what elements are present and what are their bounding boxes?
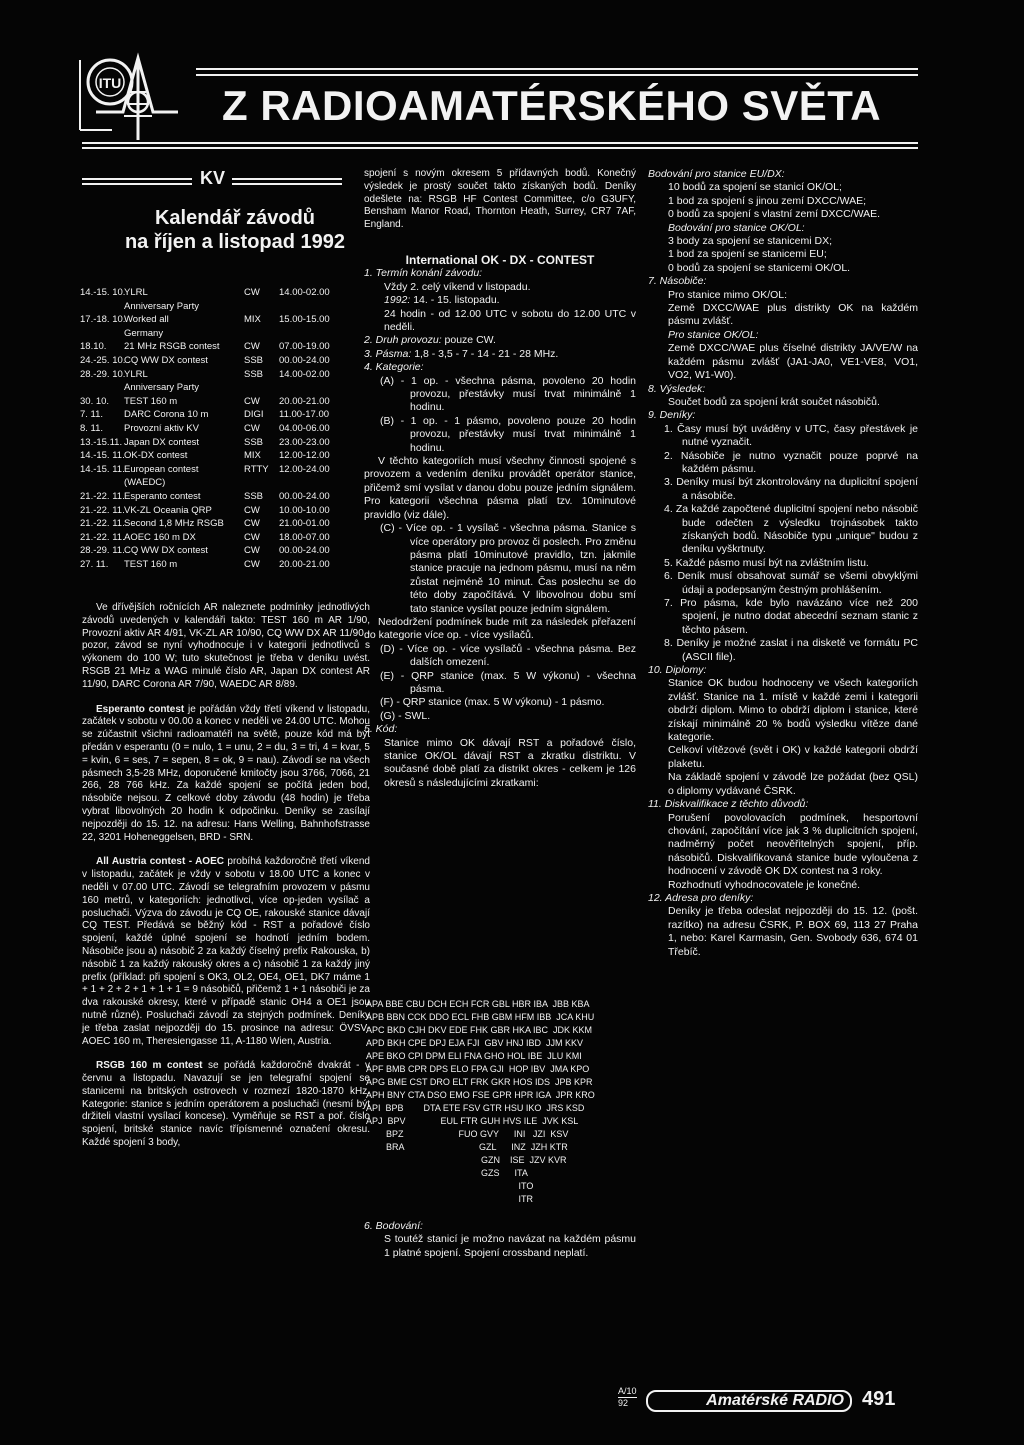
- rsgb-heading: RSGB 160 m contest: [96, 1060, 203, 1072]
- okdx-s11-heading: 11. Diskvalifikace z těchto důvodů:: [648, 798, 809, 811]
- calendar-contest-name: YLRL: [124, 368, 148, 380]
- calendar-contest-name: Worked all: [124, 314, 169, 326]
- kv-rule-left: [82, 178, 192, 180]
- okdx-s7-a-title: Pro stanice mimo OK/OL:: [668, 288, 788, 301]
- aoec-contest: [82, 856, 370, 1048]
- prefix-row: BRA GZL INZ JZH KTR: [366, 1142, 568, 1152]
- okdx-s8-heading: 8. Výsledek:: [648, 382, 706, 395]
- prefix-row: APB BBN CCK DDO ECL FHB GBM HFM IBB JCA KHU: [366, 1012, 595, 1022]
- calendar-time: 04.00-06.00: [279, 423, 330, 434]
- calendar-mode: CW: [244, 559, 260, 570]
- prefix-row: GZN ISE JZV KVR: [366, 1155, 567, 1165]
- calendar-row: [80, 531, 370, 544]
- okdx-s2-heading: 2. Druh provozu:: [364, 334, 442, 347]
- okdx-s9-item-2: 2. Násobiče je nutno vyznačit pouze poprvé na každém pásmu.: [664, 449, 918, 475]
- calendar-mode: MIX: [244, 314, 261, 326]
- prefix-row: APA BBE CBU DCH ECH FCR GBL HBR IBA JBB KBA: [366, 999, 590, 1009]
- calendar-date: 30. 10.: [80, 395, 110, 407]
- calendar-date: 28.-29. 10.: [80, 368, 126, 380]
- rsgb-text: se pořádá každoročně dvakrát - v červnu a listopadu. Navazují se jen telegrafní spojení se stanicemi na britských ostrovech v rozmezí 1820-1870 kHz. Kategorie: stanice s jedním operátorem a posluchači (nesmí být držiteli vlastní vysílací koncese). Vyměňuje se RST a poř. číslo spojení, britské stanice navíc třípísmenné označení okresu. Každé spojení 3 body,: [82, 1060, 370, 1149]
- calendar-contest-name: Anniversary Party: [124, 382, 199, 394]
- header-rule-bottom: [82, 142, 918, 144]
- calendar-time: 00.00-24.00: [279, 355, 330, 366]
- itu-logo: [78, 52, 198, 142]
- calendar-contest-name: TEST 160 m: [124, 559, 178, 570]
- calendar-time: 12.00-12.00: [279, 450, 330, 462]
- okdx-s7-a-text: Země DXCC/WAE plus distrikty OK na každém pásmu zvlášť.: [668, 302, 918, 328]
- prefix-row: API BPB DTA ETE FSV GTR HSU IKO JRS KSD: [366, 1103, 585, 1113]
- calendar-row: [80, 463, 370, 476]
- okdx-s5-text: Stanice mimo OK dávají RST a pořadové číslo, stanice OK/OL dávají RST a zkratku distriktu. V současné době platí za distrikt okres - celkem je 126 okresů s následujícími zkratkami:: [384, 736, 636, 789]
- okdx-cat-text: V těchto kategoriích musí všechny činnosti spojené s provozem a vedením deníku provádět operátor stanice, přičemž smí vysílat v danou dobu pouze jedním signálem. Pro kategorii všechna pásma platí tzv. 10minutové pravidlo (viz dále).: [364, 455, 636, 521]
- calendar-date: 21.-22. 11.: [80, 491, 125, 502]
- calendar-mode: SSB: [244, 355, 264, 366]
- magazine-logo: Amatérské RADIO: [646, 1390, 852, 1412]
- okdx-s2: [364, 334, 636, 347]
- aoec-text: probíhá každoročně třetí víkend v listopadu, začátek je vždy v sobotu v 18.00 UTC a konec v neděli v 07.00 UTC. Závodí se telegrafním provozem v pásmu 160 metrů, v kategoriích: jednotlivci, více op-jeden vysílač a posluchači. Výzva do závodu je CQ OE, rakouské stanice dávají CQ TEST. Předává se běžný kód - RST a pořadové číslo spojení, každé úplné spojení se hodnotí jedním bodem. Násobiče jsou a) násobič 2 za každý číselný prefix Rakouska, b) násobič 1 za každý rakouský okres a c) násobič 1 za každý jiný prefix (příklad: při spojení s OK3, OL2, OE4, OE1, DK7 máme 1 + 1 + 2 + 2 + 1 + 1 + 1 = 9 násobičů, přičemž 1 + 1 násobiči je za dva rakouské okresy, které v případě stanic OH4 a OE1 jsou nutně různé). Posluchači závodí za stejných podmínek. Deníky je třeba zaslat nejpozději do 15. prosince na adresu: ÖVSV-AOEC 160 m, Theresiengasse 11, A-1180 Wien, Austria.: [82, 856, 370, 1047]
- okdx-s10-heading: 10. Diplomy:: [648, 664, 707, 677]
- okdx-s1-time: 24 hodin - od 12.00 UTC v sobotu do 12.00 UTC v neděli.: [384, 307, 636, 334]
- esperanto-heading: Esperanto contest: [96, 703, 185, 715]
- okdx-s1-year: [364, 294, 636, 307]
- section-label: KV: [200, 168, 226, 188]
- okdx-s9-item-6: 6. Deník musí obsahovat sumář se všemi obvyklými údaji a podepsaným čestným prohlášením.: [664, 570, 918, 596]
- calendar-title-line-2: na říjen a listopad 1992: [124, 231, 346, 253]
- ok-scoring-title: Bodování pro stanice OK/OL:: [668, 221, 805, 234]
- header-rule-bottom-2: [82, 147, 918, 149]
- calendar-time: 11.00-17.00: [279, 409, 330, 421]
- okdx-s6-text: S toutéž stanicí je možno navázat na každém pásmu 1 platné spojení. Spojení crossband neplatí.: [384, 1233, 636, 1259]
- calendar-row: [80, 436, 370, 449]
- calendar-mode: CW: [244, 545, 260, 557]
- page-title: Z RADIOAMATÉRSKÉHO SVĚTA: [222, 82, 882, 129]
- prefix-row: ITR: [366, 1194, 534, 1204]
- calendar-date: 18.10.: [80, 341, 107, 353]
- okdx-s9-item-4: 4. Za každé započtené duplicitní spojení nebo násobič bude odečten z výsledku trojnásobek takto získaných bodů. Násobiče typu „unique" budou z deníku vyškrtnuty.: [664, 503, 918, 556]
- okdx-cat-b: (B) - 1 op. - 1 pásmo, povoleno pouze 20 hodin provozu, přestávky musí trvat minimálně 1 hodinu.: [380, 414, 636, 454]
- header-rule-mid: [196, 74, 918, 76]
- okdx-s6-heading: 6. Bodování:: [364, 1220, 423, 1232]
- prefix-row: APF BMB CPR DPS ELO FPA GJI HOP IBV JMA KPO: [366, 1064, 590, 1074]
- calendar-mode: CW: [244, 341, 260, 353]
- okdx-s1-text: Vždy 2. celý víkend v listopadu.: [384, 280, 531, 293]
- calendar-mode: CW: [244, 287, 260, 298]
- rsgb-continuation: spojení s novým okresem 5 přídavných bodů. Konečný výsledek je prostý součet takto získaných bodů. Deníky odešlete na: RSGB HF Contest Committee, c/o G3UFY, Bensham Manor Road, Thornton Heath, Surrey, CR7 7AF, England.: [364, 168, 636, 231]
- eu-scoring-1: 10 bodů za spojení se stanicí OK/OL;: [668, 181, 842, 194]
- okdx-contest-title: International OK - DX - CONTEST: [405, 252, 595, 267]
- issue-bottom: 92: [618, 1398, 629, 1408]
- ok-scoring-2: 1 bod za spojení se stanicemi EU;: [668, 248, 827, 261]
- ok-scoring-3: 0 bodů za spojení se stanicemi OK/OL.: [668, 261, 851, 274]
- calendar-note: Ve dřívějších ročnících AR naleznete podmínky jednotlivých závodů uvedených v kalendáři takto: TEST 160 m AR 1/90, Provozní aktiv AR 4/91, VK-ZL AR 10/90, CQ WW DX AR 11/90 - pozor, závod se nyní vyhodnocuje i v kategorii jednotlivců s výkonem do 100 W; tuto skutečnost je třeba v deníku uvést. RSGB 21 MHz a WAG minulé číslo AR, Japan DX contest AR 11/90, DARC Corona AR 7/90, WAEDC AR 8/89.: [82, 602, 370, 690]
- esperanto-text: je pořádán vždy třetí víkend v listopadu, začátek v sobotu v 00.00 a konec v neděli ve 24.00 UTC. Mohou se zúčastnit všichni radioamatéři na světě, pouze kód má být předán v esperantu (0 = nulo, 1 = unu, 2 = du, 3 = tri, 4 = kvar, 5 = kvin, 6 = ses, 7 = sepen, 8 = ok, 9 = nau). Závodí se na všech pásmech 3,5-28 MHz, doporučené kmitočty jsou 3766, 7066, 21 266, 28 766 kHz. Za každé spojení se počítá jeden bod, násobiče nejsou. Z celkové doby závodu (48 hodin) je třeba vybrat libovolných 20 hodin k odpočinku. Deníky se zasílají nejpozději do 15. 12. na adresu: Hans Welling, Bahnhofstrasse 22, 3201 Hoheneggelsen, BRD - SRN.: [82, 703, 370, 843]
- calendar-mode: CW: [244, 423, 260, 434]
- okdx-s6: [364, 1220, 636, 1260]
- okdx-s9-item-3: 3. Deníky musí být zkontrolovány na duplicitní spojení a násobiče.: [664, 476, 918, 502]
- okdx-s3: [364, 348, 636, 361]
- calendar-time: 12.00-24.00: [279, 463, 330, 475]
- calendar-date: 7. 11.: [80, 409, 104, 421]
- okdx-cat-a: (A) - 1 op. - všechna pásma, povoleno 20 hodin provozu, přestávky musí trvat minimálně 1 hodinu.: [380, 374, 636, 414]
- calendar-title-line-1: Kalendář závodů: [154, 207, 316, 229]
- okdx-cat-f: (F) - QRP stanice (max. 5 W výkonu) - 1 pásmo.: [380, 696, 605, 709]
- calendar-time: 21.00-01.00: [279, 518, 330, 530]
- calendar-date: 17.-18. 10.: [80, 314, 126, 326]
- calendar-row: [80, 504, 370, 517]
- calendar-time: 00.00-24.00: [279, 545, 330, 557]
- calendar-time: 18.00-07.00: [279, 531, 330, 543]
- column-1: [82, 602, 370, 1150]
- calendar-time: 15.00-15.00: [279, 314, 330, 326]
- okdx-s10-text-3: Na základě spojení v závodě lze požádat (bez QSL) o diplomy vydávané ČSRK.: [668, 771, 918, 797]
- okdx-s9-item-7: 7. Pro pásma, kde bylo navázáno více než 200 spojení, je nutno dodat abecední seznam stanic z těchto pásem.: [664, 597, 918, 636]
- calendar-date: 14.-15. 10.: [80, 287, 126, 298]
- calendar-time: 00.00-24.00: [279, 491, 330, 502]
- calendar-mode: MIX: [244, 450, 261, 462]
- calendar-time: 14.00-02.00: [279, 368, 330, 380]
- esperanto-contest: [82, 704, 370, 845]
- okdx-s12-heading: 12. Adresa pro deníky:: [648, 891, 754, 904]
- calendar-time: 10.00-10.00: [279, 504, 330, 516]
- calendar-contest-name: TEST 160 m: [124, 395, 178, 407]
- okdx-s9-heading: 9. Deníky:: [648, 409, 696, 422]
- calendar-date: 24.-25. 10.: [80, 355, 126, 366]
- prefix-row: APE BKO CPI DPM ELI FNA GHO HOL IBE JLU KMI: [366, 1051, 582, 1061]
- okdx-s10-text-2: Celkoví vítězové (svět i OK) v každé kategorii obdrží plaketu.: [668, 744, 918, 770]
- page-number: 491: [862, 1388, 896, 1410]
- calendar-row: [80, 313, 370, 326]
- calendar-time: 14.00-02.00: [279, 287, 330, 298]
- okdx-s8-text: Součet bodů za spojení krát součet násobičů.: [668, 395, 880, 408]
- calendar-contest-name: European contest: [124, 463, 199, 475]
- rsgb-contest: [82, 1060, 370, 1150]
- calendar-row: [80, 517, 370, 530]
- prefix-row: APJ BPV EUL FTR GUH HVS ILE JVK KSL: [366, 1116, 579, 1126]
- calendar-contest-name: YLRL: [124, 287, 148, 298]
- ok-scoring-1: 3 body za spojení se stanicemi DX;: [668, 235, 833, 248]
- calendar-mode: SSB: [244, 436, 264, 448]
- calendar-date: 8. 11.: [80, 423, 104, 434]
- issue-number: [618, 1386, 637, 1409]
- calendar-contest-name: OK-DX contest: [124, 450, 188, 462]
- calendar-time: 20.00-21.00: [279, 395, 330, 407]
- calendar-contest-name: Second 1,8 MHz RSGB: [124, 518, 224, 530]
- calendar-date: 21.-22. 11.: [80, 531, 125, 543]
- calendar-date: 27. 11.: [80, 559, 109, 570]
- calendar-row: [80, 327, 370, 340]
- calendar-row: [80, 422, 370, 435]
- calendar-mode: CW: [244, 504, 260, 516]
- prefix-row: BPZ FUO GVY INI JZI KSV: [366, 1129, 569, 1139]
- calendar-row: [80, 354, 370, 367]
- okdx-cat-e: (E) - QRP stanice (max. 5 W výkonu) - všechna pásma.: [380, 669, 636, 695]
- kv-rule-left-2: [82, 183, 192, 185]
- calendar-date: 21.-22. 11.: [80, 504, 125, 516]
- calendar-mode: CW: [244, 531, 260, 543]
- okdx-s10-text: Stanice OK budou hodnoceny ve všech kategoriích zvlášť. Stanice na 1. místě v každé zemi i kategorii obdrží diplom. Mimo to obdrží diplom i stanice, které získají minimálně 20 % bodů výsledku vítěze dané kategorie.: [668, 677, 918, 744]
- calendar-contest-name: 21 MHz RSGB contest: [124, 341, 220, 353]
- calendar-date: 14.-15. 11.: [80, 463, 125, 475]
- prefix-row: ITO: [366, 1181, 534, 1191]
- prefix-row: APC BKD CJH DKV EDE FHK GBR HKA IBC JDK KKM: [366, 1025, 593, 1035]
- prefix-row: APH BNY CTA DSO EMO FSE GPR HPR IGA JPR KRO: [366, 1090, 595, 1100]
- issue-top: A/10: [618, 1386, 637, 1396]
- okdx-s11-text: Porušení povolovacích podmínek, hesportovní chování, započítání více jak 3 % duplicitních spojení, nadměrný počet neověřitelných spojení, příp. násobičů. Diskvalifikovaná stanice bude vyloučena z hodnocení v závodě OK DX contest na 3 roky.: [668, 811, 918, 878]
- prefix-row: GZS ITA: [366, 1168, 528, 1178]
- calendar-contest-name: (WAEDC): [124, 477, 166, 489]
- calendar-date: 13.-15.11.: [80, 436, 123, 448]
- okdx-s9-item-1: 1. Časy musí být uváděny v UTC, časy přestávek je nutné vyznačit.: [664, 422, 918, 449]
- calendar-row: [80, 395, 370, 408]
- okdx-s7-b-title: Pro stanice OK/OL:: [668, 328, 759, 341]
- calendar-row: [80, 286, 370, 299]
- kv-rule-right: [232, 178, 342, 180]
- calendar-mode: SSB: [244, 368, 264, 380]
- calendar-title: [80, 206, 390, 254]
- calendar-date: 28.-29. 11.: [80, 545, 125, 557]
- calendar-row: [80, 381, 370, 394]
- okdx-s3-heading: 3. Pásma:: [364, 347, 412, 360]
- calendar-row: [80, 544, 370, 557]
- okdx-s1-year-value: 14. - 15. listopadu.: [410, 294, 500, 307]
- calendar-contest-name: Provozní aktiv KV: [124, 423, 199, 434]
- calendar-row: [80, 300, 370, 313]
- calendar-row: [80, 476, 370, 489]
- prefix-row: APG BME CST DRO ELT FRK GKR HOS IDS JPB KPR: [366, 1077, 593, 1087]
- calendar-mode: RTTY: [244, 463, 269, 475]
- okdx-cat-c-text: Nedodržení podmínek bude mít za následek přeřazení do kategorie více op. - více vysílačů.: [364, 615, 636, 642]
- calendar-time: 23.00-23.00: [279, 436, 330, 448]
- okdx-s7-heading: 7. Násobiče:: [648, 275, 707, 288]
- calendar-contest-name: VK-ZL Oceania QRP: [124, 504, 212, 516]
- calendar-row: [80, 449, 370, 462]
- header-rule-top: [196, 68, 918, 70]
- eu-scoring-2: 1 bod za spojení s jinou zemí DXCC/WAE;: [668, 194, 867, 207]
- eu-scoring-3: 0 bodů za spojení s vlastní zemí DXCC/WAE.: [668, 208, 881, 221]
- calendar-contest-name: AOEC 160 m DX: [124, 531, 196, 543]
- okdx-s3-text: 1,8 - 3,5 - 7 - 14 - 21 - 28 MHz.: [411, 347, 559, 360]
- okdx-s9-item-8: 8. Deníky je možné zaslat i na disketě ve formátu PC (ASCII file).: [664, 637, 918, 663]
- eu-scoring-title: Bodování pro stanice EU/DX:: [648, 168, 785, 180]
- okdx-cat-c: (C) - Více op. - 1 vysílač - všechna pásma. Stanice s více operátory pro provoz či poslech. Pro změnu pásma platí 10minutové pravidlo, tzn. jakmile stanice pracuje na jednom pásmu, musí na něm zůstat nejméně 10 minut. Čas poslechu se do této doby započítává. V libovolnou dobu smí tato stanice vysílat pouze jedním signálem.: [380, 522, 636, 615]
- calendar-contest-name: Japan DX contest: [124, 436, 199, 448]
- prefix-row: APD BKH CPE DPJ EJA FJI GBV HNJ IBD JJM KKV: [366, 1038, 584, 1048]
- calendar-contest-name: DARC Corona 10 m: [124, 409, 209, 421]
- calendar-time: 20.00-21.00: [279, 559, 330, 570]
- district-prefix-table: [366, 998, 636, 1206]
- calendar-date: 21.-22. 11.: [80, 518, 125, 530]
- calendar-row: [80, 368, 370, 381]
- column-2: [364, 168, 636, 790]
- calendar-contest-name: Germany: [124, 327, 164, 339]
- okdx-s12-text: Deníky je třeba odeslat nejpozději do 15. 12. (pošt. razítko) na adresu ČSRK, P. BOX 69, 113 27 Praha 1, nebo: Karel Karmasin, Gen. Svobody 636, 674 01 Třebíč.: [668, 905, 918, 958]
- calendar-row: [80, 408, 370, 421]
- calendar-row: [80, 490, 370, 503]
- okdx-s9-item-5: 5. Každé pásmo musí být na zvláštním listu.: [664, 556, 869, 569]
- aoec-heading: All Austria contest - AOEC: [96, 856, 224, 868]
- calendar-mode: CW: [244, 395, 260, 407]
- okdx-s2-text: pouze CW.: [441, 334, 496, 347]
- kv-rule-right-2: [232, 183, 342, 185]
- calendar-time: 07.00-19.00: [279, 341, 330, 353]
- okdx-s11-text-2: Rozhodnutí vyhodnocovatele je konečné.: [668, 878, 861, 891]
- okdx-s1-heading: 1. Termín konání závodu:: [364, 267, 483, 280]
- calendar-row: [80, 340, 370, 353]
- calendar-date: 14.-15. 11.: [80, 450, 125, 462]
- calendar-contest-name: CQ WW DX contest: [124, 545, 208, 557]
- okdx-s1-year-label: 1992:: [384, 294, 411, 307]
- okdx-s4-heading: 4. Kategorie:: [364, 361, 424, 374]
- svg-text:ITU: ITU: [98, 75, 122, 91]
- okdx-cat-d: (D) - Více op. - více vysílačů - všechna pásma. Bez dalších omezení.: [380, 642, 636, 669]
- column-3: [648, 168, 918, 959]
- okdx-s7-b-text: Země DXCC/WAE plus číselné distrikty JA/VE/W na každém pásmu zvlášť (JA1-JA0, VE1-VE8, VO1, VO2, W1-W0).: [668, 342, 918, 382]
- calendar-contest-name: CQ WW DX contest: [124, 355, 208, 366]
- okdx-cat-g: (G) - SWL.: [380, 709, 431, 722]
- calendar-mode: CW: [244, 518, 260, 530]
- calendar-mode: SSB: [244, 491, 264, 502]
- okdx-s5-heading: 5. Kód:: [364, 723, 398, 736]
- calendar-contest-name: Esperanto contest: [124, 491, 201, 502]
- calendar-contest-name: Anniversary Party: [124, 300, 199, 312]
- calendar-mode: DIGI: [244, 409, 264, 421]
- calendar-row: [80, 558, 370, 571]
